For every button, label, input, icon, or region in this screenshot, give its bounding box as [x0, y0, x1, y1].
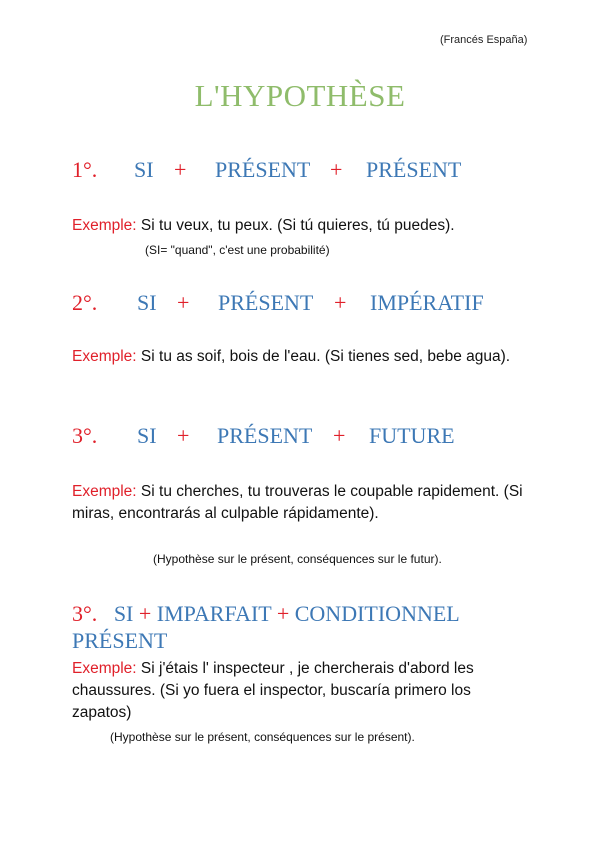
example-label: Exemple:: [72, 660, 137, 677]
example-label: Exemple:: [72, 483, 137, 500]
plus-sign: +: [333, 423, 346, 448]
example-text: Si tu veux, tu peux. (Si tú quieres, tú puedes).: [136, 217, 455, 234]
rule-number: 3°.: [72, 601, 98, 626]
note-4: (Hypothèse sur le présent, conséquences sur le présent).: [110, 730, 415, 744]
rule-number: 2°.: [72, 290, 98, 315]
rule-number: 1°.: [72, 157, 98, 182]
si-keyword: SI: [137, 290, 157, 315]
si-keyword: SI: [137, 423, 157, 448]
tense-present: PRÉSENT: [217, 423, 313, 448]
tense-present: PRÉSENT: [366, 157, 462, 182]
page-title: L'HYPOTHÈSE: [194, 78, 406, 113]
language-note: (Francés España): [440, 34, 528, 46]
example-1: [72, 215, 532, 237]
example-2: [72, 346, 532, 368]
tense-conditional: CONDITIONNEL PRÉSENT: [72, 601, 459, 653]
tense-future: FUTURE: [369, 423, 455, 448]
tense-imperative: IMPÉRATIF: [370, 290, 484, 315]
plus-sign: +: [174, 157, 187, 182]
si-keyword: SI: [134, 157, 154, 182]
rule-number: 3°.: [72, 423, 98, 448]
tense-imperfect: IMPARFAIT: [156, 601, 272, 626]
rule-heading-4: [72, 600, 512, 654]
plus-sign: +: [330, 157, 343, 182]
plus-sign: +: [276, 601, 290, 626]
example-label: Exemple:: [72, 348, 137, 365]
example-text: Si tu as soif, bois de l'eau. (Si tienes sed, bebe agua).: [136, 348, 511, 365]
note-3: (Hypothèse sur le présent, conséquences sur le futur).: [153, 552, 442, 566]
example-3: [72, 481, 532, 525]
si-keyword: SI: [113, 601, 134, 626]
plus-sign: +: [177, 290, 190, 315]
plus-sign: +: [334, 290, 347, 315]
note-1: (SI= "quand", c'est une probabilité): [145, 243, 330, 257]
example-text: Si tu cherches, tu trouveras le coupable rapidement. (Si miras, encontrarás al culpable rápidamente).: [72, 483, 523, 522]
example-label: Exemple:: [72, 217, 137, 234]
plus-sign: +: [177, 423, 190, 448]
tense-present: PRÉSENT: [218, 290, 314, 315]
plus-sign: +: [138, 601, 152, 626]
tense-present: PRÉSENT: [215, 157, 311, 182]
example-4: [72, 658, 532, 724]
example-text: Si j'étais l' inspecteur , je chercherais d'abord les chaussures. (Si yo fuera el inspector, buscaría primero los zapatos): [72, 660, 474, 721]
